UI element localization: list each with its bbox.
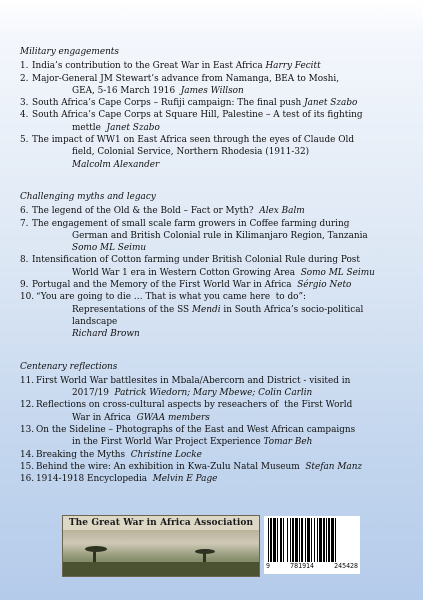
barcode-bar [305,518,306,562]
contents-list [20,46,415,506]
entry-title-text: South Africa’s Cape Corps at Square Hill, Palestine – A test of its fighting [32,110,363,121]
entry-line [36,375,415,387]
entry-line [36,387,415,399]
entry-line [36,449,415,461]
barcode-digit-group: 245428 [334,562,358,570]
barcode-bar [292,518,294,562]
entry-title-text: mettle [72,122,107,133]
tree-silhouette [63,562,259,576]
entry-title-text: GEA, 5-16 March 1916 [72,85,181,96]
ship-name: Mendi [191,304,221,315]
contents-entry [20,218,415,255]
contents-entry [20,254,415,279]
section-title: Challenging myths and legacy [20,191,156,202]
entry-number: 12. [20,400,35,411]
barcode-bar [270,518,272,562]
barcode-bar [299,518,300,562]
barcode-digits [266,562,358,571]
entry-title-text: Major-General JM Stewart’s advance from Namanga, BEA to Moshi, [32,73,340,84]
entry-title-text: First World War battlesites in Mbala/Abercorn and District - visited in [36,375,351,386]
contents-entry [20,424,415,449]
entry-author: Patrick Wiedorn; Mary Mbewe; Colin Carlin [114,388,313,399]
entry-line [32,134,415,146]
entry-line [32,109,415,121]
entry-line [36,399,415,411]
barcode-bar [307,518,310,562]
barcode-bar [314,518,315,562]
contents-entry [20,134,415,171]
contents-entry [20,399,415,424]
entry-author: GWAA members [136,412,210,423]
barcode-bar [268,518,269,562]
barcode-bar [331,518,334,562]
entry-author: Somo ML Seimu [72,243,147,254]
entry-number: 1. [20,61,29,72]
entry-line [32,267,415,279]
entry-title-text: The legend of the Old & the Bold – Fact or Myth? [32,206,260,217]
entry-number: 3. [20,98,29,109]
entry-number: 5. [20,135,29,146]
entry-number: 11. [20,375,35,386]
entry-title-text: landscape [72,316,118,327]
entry-title-text: 1914-1918 Encyclopedia [36,474,153,485]
contents-entry [20,473,415,485]
entry-line [36,304,415,316]
contents-entry [20,60,415,72]
entry-line [32,73,415,85]
entry-title-text: in the First World War Project Experience [72,437,264,448]
barcode-bar [277,518,278,562]
entry-number: 13. [20,425,35,436]
entry-author: Janet Szabo [304,98,358,109]
entry-line [32,205,415,217]
entry-line [32,122,415,134]
entry-author: Richard Brown [72,329,140,340]
entry-line [32,159,415,171]
contents-entry [20,291,415,340]
tree-silhouette [195,549,215,554]
entry-line [36,461,415,473]
entry-line [36,436,415,448]
section [20,361,415,486]
contents-entry [20,205,415,217]
entry-title-text: field, Colonial Service, Northern Rhodesia (1911-32) [72,147,310,158]
contents-entry [20,461,415,473]
isbn-barcode [264,516,360,574]
entry-title-text: The impact of WW1 on East Africa seen through the eyes of Claude Old [32,135,355,146]
entry-author: Sérgio Neto [297,280,352,291]
contents-entry [20,449,415,461]
entry-line [32,85,415,97]
barcode-bar [317,518,318,562]
barcode-bar [301,518,303,562]
entry-title-text: On the Sideline – Photographs of the East and West African campaigns [36,425,356,436]
entry-author: Harry Fecitt [265,61,321,72]
section-title: Centenary reflections [20,361,118,372]
entry-author: Christine Locke [130,449,202,460]
contents-entry [20,97,415,109]
entry-line [36,328,415,340]
barcode-digit-group: 781914 [290,562,314,570]
entry-line [36,316,415,328]
entry-line [32,242,415,254]
contents-entry [20,73,415,98]
section [20,191,415,341]
entry-title-text: Reflections on cross-cultural aspects by reseachers of the First World [36,400,353,411]
entry-number: 15. [20,461,35,472]
association-name: The Great War in Africa Association [63,516,259,530]
entry-line [32,254,415,266]
entry-title-text: Intensification of Cotton farming under British Colonial Rule during Post [32,255,360,266]
entry-line [36,412,415,424]
entry-author: James Willson [180,85,244,96]
section [20,46,415,171]
entry-author: Somo ML Seimu [300,267,375,278]
entry-number: 6. [20,206,29,217]
entry-number: 9. [20,280,29,291]
entry-line [32,218,415,230]
entry-title-text: The engagement of small scale farm growers in Coffee farming during [32,218,350,229]
barcode-bar [283,518,284,562]
barcode-bar [273,518,276,562]
contents-entry [20,279,415,291]
entry-number: 4. [20,110,29,121]
entry-title-text: Breaking the Myths [36,449,131,460]
entry-title-text: Portugal and the Memory of the First World War in Africa [32,280,298,291]
entry-author: Melvin E Page [152,474,218,485]
entry-line [32,60,415,72]
barcode-bar [326,518,327,562]
entry-number: 10. [20,292,35,303]
barcode-digit-group: 9 [266,562,270,570]
entry-line [32,230,415,242]
entry-number: 7. [20,218,29,229]
entry-title-text: World War 1 era in Western Cotton Growing Area [72,267,301,278]
entry-title-text: German and British Colonial rule in Kilimanjaro Region, Tanzania [72,230,368,241]
barcode-bar [295,518,298,562]
entry-number: 2. [20,73,29,84]
entry-author: Alex Balm [259,206,305,217]
contents-entry [20,109,415,134]
barcode-bar [323,518,325,562]
barcode-bar [319,518,322,562]
entry-title-text: “You are going to die … That is what you came here to do”: [36,292,307,303]
barcode-bar [311,518,312,562]
barcode-bar [280,518,282,562]
entry-title-text: War in Africa [72,412,137,423]
entry-line [36,291,415,303]
entry-number: 14. [20,449,35,460]
entry-author: Stefan Manz [305,461,363,472]
entry-line [32,146,415,158]
barcode-bars [268,518,356,562]
entry-title-text: Representations of the SS Mendi in South Africa’s socio-political [72,304,364,315]
contents-entry [20,375,415,400]
entry-number: 8. [20,255,29,266]
entry-title-text: India’s contribution to the Great War in East Africa [32,61,266,72]
entry-title-text: Behind the wire: An exhibition in Kwa-Zulu Natal Museum [36,461,306,472]
barcode-bar [290,518,291,562]
entry-line [36,424,415,436]
entry-number: 16. [20,474,35,485]
section-title: Military engagements [20,47,119,57]
entry-author: Malcolm Alexander [72,159,160,170]
barcode-bar [328,518,330,562]
entry-line [32,279,415,291]
barcode-bar [335,518,336,562]
entry-line [32,97,415,109]
entry-title-text: 2017/19 [72,388,115,399]
association-banner [62,515,260,577]
entry-author: Janet Szabo [106,122,160,133]
tree-silhouette [85,546,107,552]
entry-line [36,473,415,485]
barcode-bar [287,518,288,562]
entry-author: Tomar Beh [263,437,313,448]
entry-title-text: South Africa’s Cape Corps – Rufiji campaign: The final push [32,98,305,109]
